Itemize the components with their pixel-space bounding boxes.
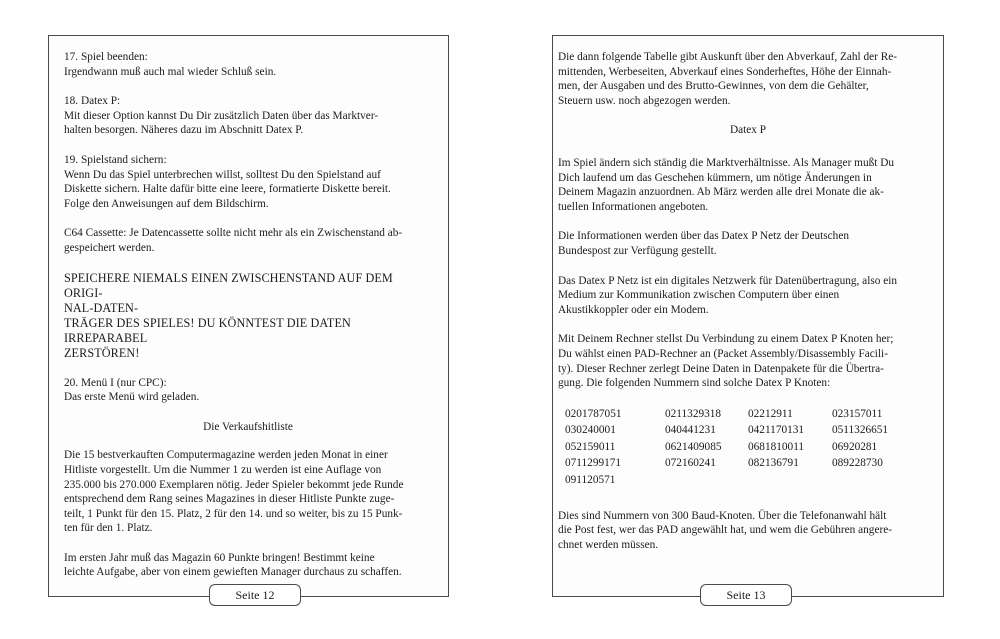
node-number: 0421170131 — [748, 424, 805, 437]
text-line: Mit Deinem Rechner stellst Du Verbindung zu einem Datex P Knoten her; — [558, 333, 894, 346]
node-number: 0511326651 — [832, 424, 889, 437]
menu-option-17 — [64, 50, 432, 79]
node-number: 040441231 — [665, 424, 716, 437]
node-number: 0681810011 — [748, 440, 805, 453]
text-line: mittenden, Werbeseiten, Abverkauf eines Sonderheftes, Höhe der Einnah- — [558, 65, 892, 78]
right-page — [552, 35, 944, 602]
datex-node-number-table — [565, 406, 938, 489]
menu-option-18 — [64, 94, 432, 138]
node-number: 089228730 — [832, 457, 883, 470]
text-line: 20. Menü I (nur CPC): — [64, 376, 167, 389]
text-line: gung. Die folgenden Nummern sind solche Datex P Knoten: — [558, 377, 831, 390]
text-line: Im ersten Jahr muß das Magazin 60 Punkte bringen! Bestimmt keine — [64, 551, 375, 564]
node-number: 06920281 — [832, 440, 878, 453]
text-line: Hitliste vorgestellt. Um die Nummer 1 zu werden ist eine Auflage von — [64, 463, 382, 476]
text-line: NAL-DATEN- — [64, 300, 139, 315]
text-line: ZERSTÖREN! — [64, 345, 140, 360]
text-line: die Post fest, wer das PAD angewählt hat, und wem die Gebühren angere- — [558, 524, 893, 537]
text-line: chnet werden müssen. — [558, 538, 659, 551]
node-number: 0201787051 — [565, 407, 622, 420]
baud-paragraph — [558, 509, 938, 553]
node-number: 02212911 — [748, 407, 793, 420]
text-line: 17. Spiel beenden: — [64, 51, 148, 63]
text-line: leichte Aufgabe, aber von einem gewieften Manager durchaus zu schaffen. — [64, 566, 402, 579]
text-line: Diskette sichern. Halte dafür bitte eine leere, formatierte Diskette bereit. — [64, 183, 391, 196]
text-line: Medium zur Kommunikation zwischen Computern über einen — [558, 289, 840, 302]
node-number: 030240001 — [565, 424, 616, 437]
text-line: Dies sind Nummern von 300 Baud-Knoten. Über die Telefonanwahl hält — [558, 509, 887, 522]
table-info-paragraph — [558, 50, 938, 108]
left-page — [48, 35, 449, 602]
pad-paragraph — [558, 332, 938, 390]
node-number: 091120571 — [565, 474, 616, 487]
text-line: Steuern usw. noch abgezogen werden. — [558, 94, 731, 107]
text-line: 19. Spielstand sichern: — [64, 153, 167, 166]
section-heading-datex-p: Datex P — [729, 124, 767, 137]
text-line: Das Datex P Netz ist ein digitales Netzwerk für Datenübertragung, also ein — [558, 274, 898, 287]
node-number: 0711299171 — [565, 457, 622, 470]
text-line: gespeichert werden. — [64, 241, 155, 254]
text-line: Folge den Anweisungen auf dem Bildschirm. — [64, 197, 269, 210]
cassette-note — [64, 226, 432, 255]
node-number: 052159011 — [565, 440, 616, 453]
text-line: 235.000 bis 270.000 Exemplaren nötig. Jeder Spieler bekommt jede Runde — [64, 478, 404, 491]
node-number: 082136791 — [748, 457, 799, 470]
text-line: SPEICHERE NIEMALS EINEN ZWISCHENSTAND AUF DEM ORIGI- — [64, 270, 393, 300]
text-line: tuellen Informationen angeboten. — [558, 200, 709, 213]
text-line: Im Spiel ändern sich ständig die Marktverhältnisse. Als Manager mußt Du — [558, 156, 895, 169]
hitliste-paragraph — [64, 448, 432, 536]
text-line: teilt, 1 Punkt für den 15. Platz, 2 für den 14. und so weiter, bis zu 15 Punk- — [64, 507, 403, 520]
text-line: Die 15 bestverkauften Computermagazine werden jeden Monat in einer — [64, 449, 388, 462]
text-line: Das erste Menü wird geladen. — [64, 391, 200, 404]
text-line: Du wählst einen PAD-Rechner an (Packet Assembly/Disassembly Facili- — [558, 347, 888, 360]
text-line: Die Informationen werden über das Datex P Netz der Deutschen — [558, 230, 849, 243]
section-heading-verkaufshitliste: Die Verkaufshitliste — [203, 420, 293, 433]
text-line: ten für den 1. Platz. — [64, 522, 153, 535]
page-number-label: Seite 12 — [209, 584, 301, 606]
text-line: halten besorgen. Näheres dazu im Abschnitt Datex P. — [64, 124, 304, 137]
network-paragraph — [558, 274, 938, 318]
node-number: 023157011 — [832, 407, 883, 420]
menu-option-19 — [64, 153, 432, 211]
node-number: 0211329318 — [665, 407, 722, 420]
bundespost-paragraph — [558, 229, 938, 258]
market-paragraph — [558, 156, 938, 214]
text-line: Dich laufend um das Geschehen kümmern, um nötige Änderungen in — [558, 171, 872, 184]
right-page-text — [558, 50, 938, 552]
text-line: Akustikkoppler oder ein Modem. — [558, 303, 709, 316]
text-line: C64 Cassette: Je Datencassette sollte nicht mehr als ein Zwischenstand ab- — [64, 227, 403, 240]
first-year-paragraph — [64, 551, 432, 580]
text-line: Irgendwann muß auch mal wieder Schluß sein. — [64, 65, 277, 78]
warning-caps — [64, 271, 432, 361]
page-number-label: Seite 13 — [700, 584, 792, 606]
text-line: Die dann folgende Tabelle gibt Auskunft über den Abverkauf, Zahl der Re- — [558, 51, 898, 63]
text-line: men, der Ausgaben und des Brutto-Gewinnes, von dem die Gehälter, — [558, 80, 869, 93]
text-line: TRÄGER DES SPIELES! DU KÖNNTEST DIE DATEN IRREPARABEL — [64, 315, 351, 345]
menu-option-20 — [64, 376, 432, 405]
text-line: entsprechend dem Rang seines Magazines in dieser Hitliste Punkte zuge- — [64, 493, 395, 506]
node-number: 072160241 — [665, 457, 716, 470]
text-line: Bundespost zur Verfügung gestellt. — [558, 244, 717, 257]
text-line: ty). Dieser Rechner zerlegt Deine Daten in Datenpakete für die Übertra- — [558, 362, 884, 375]
left-page-text — [64, 50, 432, 580]
text-line: Mit dieser Option kannst Du Dir zusätzlich Daten über das Marktver- — [64, 109, 379, 122]
text-line: 18. Datex P: — [64, 95, 121, 108]
text-line: Deinem Magazin anzuordnen. Ab März werden alle drei Monate die ak- — [558, 186, 884, 199]
node-number: 0621409085 — [665, 440, 722, 453]
text-line: Wenn Du das Spiel unterbrechen willst, solltest Du den Spielstand auf — [64, 168, 381, 181]
